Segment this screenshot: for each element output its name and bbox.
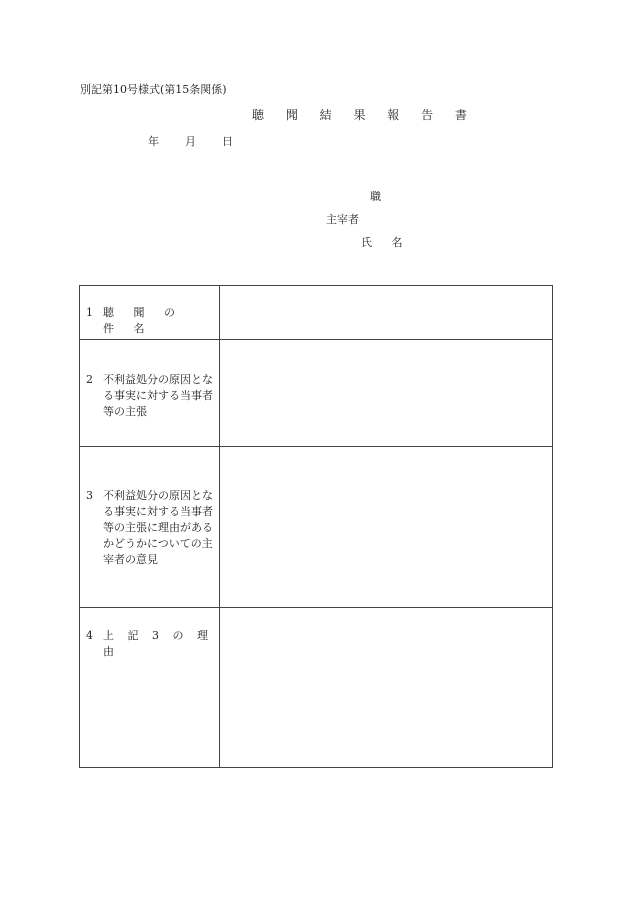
row-value-cell[interactable] (220, 447, 553, 608)
name-label: 氏 名 (361, 236, 411, 249)
date-month: 月 (185, 135, 196, 148)
report-table (79, 285, 553, 768)
date-line (148, 133, 233, 149)
date-day: 日 (222, 135, 233, 148)
presider-label: 主宰者 (326, 213, 359, 226)
row-value-cell[interactable] (220, 286, 553, 340)
row-number: 4 (86, 629, 93, 642)
table-row (80, 608, 553, 768)
role-label: 職 (370, 190, 381, 203)
row-label-cell (80, 340, 220, 447)
table-row (80, 286, 553, 340)
document-title: 聴 聞 結 果 報 告 書 (252, 108, 476, 122)
row-number: 3 (86, 489, 93, 502)
row-label-cell (80, 447, 220, 608)
row-value-cell[interactable] (220, 608, 553, 768)
date-year: 年 (148, 135, 159, 148)
row-label: 不利益処分の原因となる事実に対する当事者等の主張に理由があるかどうかについての主宰者の意見 (103, 489, 213, 566)
row-number: 2 (86, 373, 93, 386)
table-row (80, 340, 553, 447)
row-label-cell (80, 286, 220, 340)
row-label-cell (80, 608, 220, 768)
row-label: 聴 聞 の 件 名 (103, 306, 183, 335)
row-label: 不利益処分の原因となる事実に対する当事者等の主張 (103, 373, 213, 418)
row-label: 上 記 3 の 理 由 (103, 629, 213, 658)
table-row (80, 447, 553, 608)
row-number: 1 (86, 306, 93, 319)
row-value-cell[interactable] (220, 340, 553, 447)
form-label: 別記第10号様式(第15条関係) (80, 83, 227, 96)
